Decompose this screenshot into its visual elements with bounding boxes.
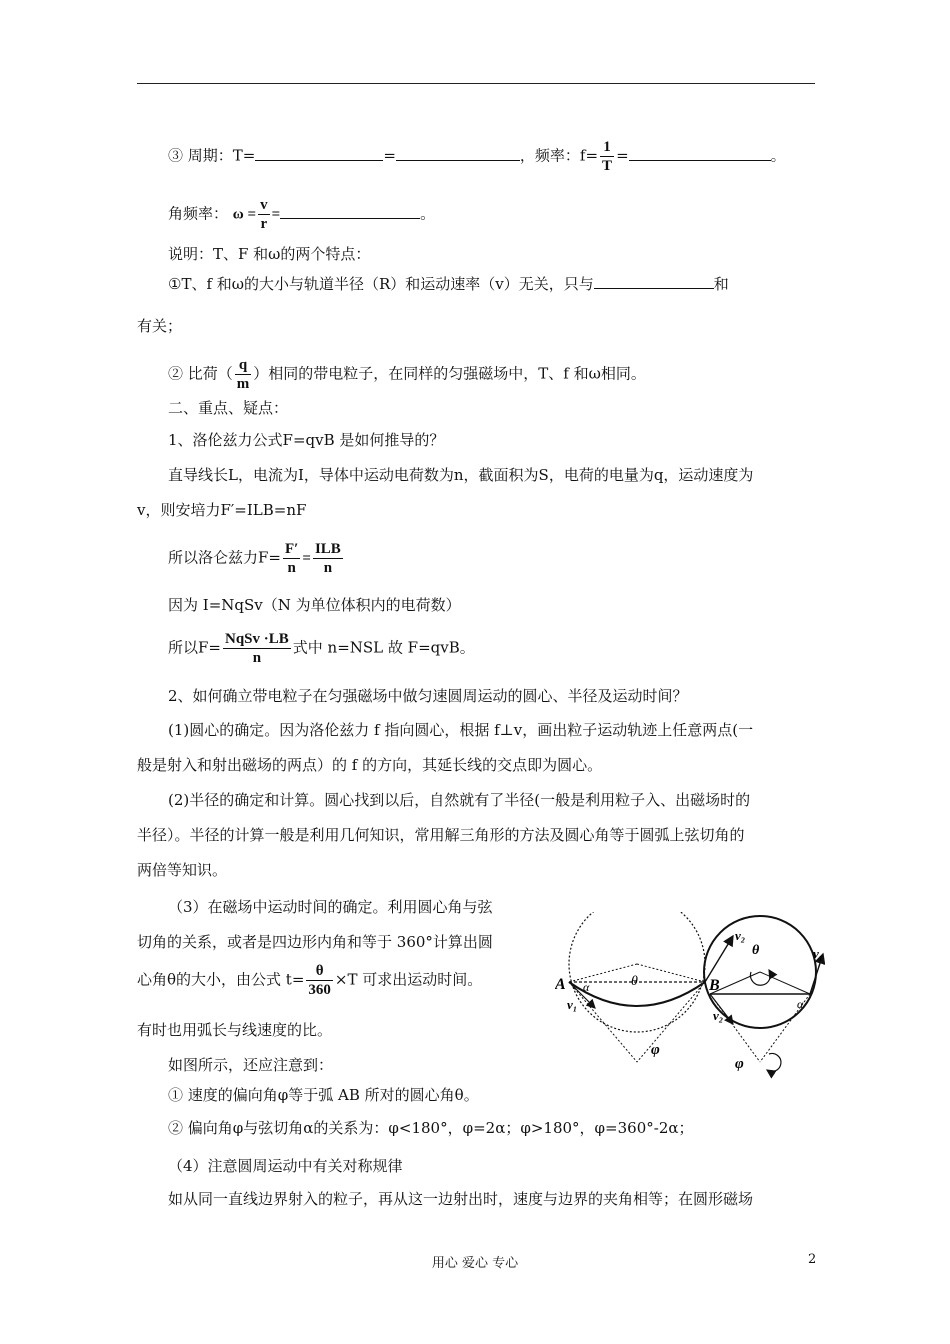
angfreq-line (168, 196, 435, 233)
charge-ratio-den: m (236, 376, 250, 392)
period-line (168, 138, 786, 175)
q1-f1-frac2 (313, 540, 343, 577)
q2-para5: 如从同一直线边界射入的粒子，再从这一边射出时，速度与边界的夹角相等；在圆形磁场 (168, 1190, 754, 1208)
omega-symbol: ω = (232, 206, 257, 223)
note1-text: ①T、f 和ω的大小与轨道半径（R）和运动速率（v）无关，只与 (168, 275, 594, 293)
q2-p3c-pre: 心角θ的大小，由公式 t= (137, 970, 305, 989)
label-v2-right: v₂ (713, 1008, 724, 1023)
q1-para1a: 直导线长L，电流为I，导体中运动电荷数为n，截面积为S，电荷的电量为q，运动速度为 (168, 466, 754, 484)
label-theta-right: θ (752, 943, 760, 958)
note1-and: 和 (713, 275, 729, 293)
note1-cont: 有关； (137, 317, 183, 335)
freq-fraction (600, 138, 614, 175)
q2-para2c: 两倍等知识。 (137, 861, 228, 879)
page-number: 2 (808, 1252, 817, 1267)
freq-blank (629, 146, 771, 161)
page-footer: 用心 爱心 专心 (431, 1256, 519, 1271)
period-end: 。 (770, 146, 786, 165)
period-eq: = (383, 146, 396, 165)
note1-blank (594, 274, 714, 289)
q1-f1-den2: n (323, 560, 333, 576)
angfreq-label: 角频率： (168, 204, 229, 223)
q1-f2-num: NqSv ·LB (224, 631, 289, 647)
note2-pre: ② 比荷（ (168, 364, 233, 383)
period-blank-2 (396, 146, 520, 161)
q2-para3b: 切角的关系，或者是四边形内角和等于 360°计算出圆 (137, 933, 493, 951)
q1-para1b: v，则安培力F′=ILB=nF (137, 501, 307, 519)
note2-post: ）相同的带电粒子，在同样的匀强磁场中，T、f 和ω相同。 (253, 364, 646, 383)
note1-line (168, 274, 729, 294)
note2-line (168, 356, 646, 393)
q2-para3d: 有时也用弧长与线速度的比。 (137, 1021, 333, 1039)
label-v1-left: v₁ (567, 997, 578, 1012)
q2-p3c-post: ×T 可求出运动时间。 (334, 970, 483, 989)
q2-para3c (137, 962, 482, 999)
q1-f1-num1: F′ (284, 541, 299, 557)
section2-title: 二、重点、疑点： (168, 399, 289, 417)
freq-frac-num: 1 (600, 138, 614, 157)
label-alpha-left: α (583, 980, 590, 994)
freq-eq: = (616, 146, 629, 165)
period-blank-1 (255, 146, 383, 161)
label-phi-right: φ (735, 1056, 744, 1072)
q1-para2: 因为 I=NqSv（N 为单位体积内的电荷数） (168, 596, 461, 614)
q2-title: 2、如何确立带电粒子在匀强磁场中做匀速圆周运动的圆心、半径及运动时间？ (168, 687, 688, 705)
q1-f2-post: 式中 n=NSL 故 F=qvB。 (292, 638, 475, 657)
freq-frac-den: T (602, 158, 613, 174)
q2-para2b: 半径）。半径的计算一般是利用几何知识，常用解三角形的方法及圆心角等于圆弧上弦切角的 (137, 826, 745, 844)
label-v2-left: v₂ (735, 928, 746, 943)
left-diagram (555, 912, 745, 1062)
fig-point2: ② 偏向角φ与弦切角α的关系为：φ<180°，φ=2α；φ>180°，φ=360°-2α； (168, 1119, 694, 1137)
q1-f1-num2: ILB (314, 541, 341, 557)
right-diagram (704, 916, 823, 1072)
time-frac-num: θ (306, 962, 333, 981)
q2-para4: （4）注意圆周运动中有关对称规律 (168, 1157, 403, 1175)
note-title: 说明：T、F 和ω的两个特点： (168, 245, 371, 263)
q2-para2a: (2)半径的确定和计算。圆心找到以后，自然就有了半径(一般是利用粒子入、出磁场时的 (168, 791, 751, 809)
q1-formula2 (168, 630, 475, 667)
header-rule (137, 83, 815, 84)
q2-para1a: (1)圆心的确定。因为洛伦兹力 f 指向圆心，根据 f⊥v，画出粒子运动轨迹上任意两点(一 (168, 721, 754, 739)
label-theta-left: θ (631, 974, 638, 989)
fig-point1: ① 速度的偏向角φ等于弧 AB 所对的圆心角θ。 (168, 1086, 479, 1104)
time-frac-den: 360 (308, 982, 331, 998)
q1-f2-pre: 所以F= (168, 638, 221, 657)
angfreq-eq: = (271, 206, 281, 223)
label-B: B (709, 977, 720, 994)
period-label: ③ 周期：T= (168, 146, 256, 165)
q1-f1-den1: n (287, 560, 296, 576)
label-alpha-right: α (797, 997, 804, 1011)
q1-formula1 (168, 540, 345, 577)
charge-ratio-fraction (235, 356, 252, 393)
fig-note: 如图所示，还应注意到： (168, 1056, 334, 1074)
label-phi-left: φ (651, 1042, 660, 1058)
circular-motion-figure (555, 912, 825, 1082)
q1-f1-pre: 所以洛仑兹力F= (168, 548, 281, 567)
angfreq-end: 。 (420, 204, 436, 223)
q1-f2-frac (223, 630, 291, 667)
label-v1-right: v₁ (813, 946, 824, 961)
charge-ratio-num: q (235, 356, 252, 375)
q1-f1-eq: = (302, 550, 311, 567)
angfreq-blank (280, 204, 420, 219)
label-A: A (555, 976, 566, 993)
angfreq-frac-num: v (260, 197, 268, 213)
time-fraction (306, 962, 333, 999)
q2-para1b: 般是射入和射出磁场的两点）的 f 的方向，其延长线的交点即为圆心。 (137, 756, 603, 774)
angfreq-frac-den: r (260, 216, 268, 232)
q1-f1-frac1 (283, 540, 300, 577)
angfreq-fraction (258, 196, 270, 233)
q1-f2-den: n (252, 650, 262, 666)
q1-title: 1、洛伦兹力公式F=qvB 是如何推导的？ (168, 431, 445, 449)
q2-para3a: （3）在磁场中运动时间的确定。利用圆心角与弦 (168, 898, 493, 916)
freq-label: ，频率：f= (519, 146, 599, 165)
